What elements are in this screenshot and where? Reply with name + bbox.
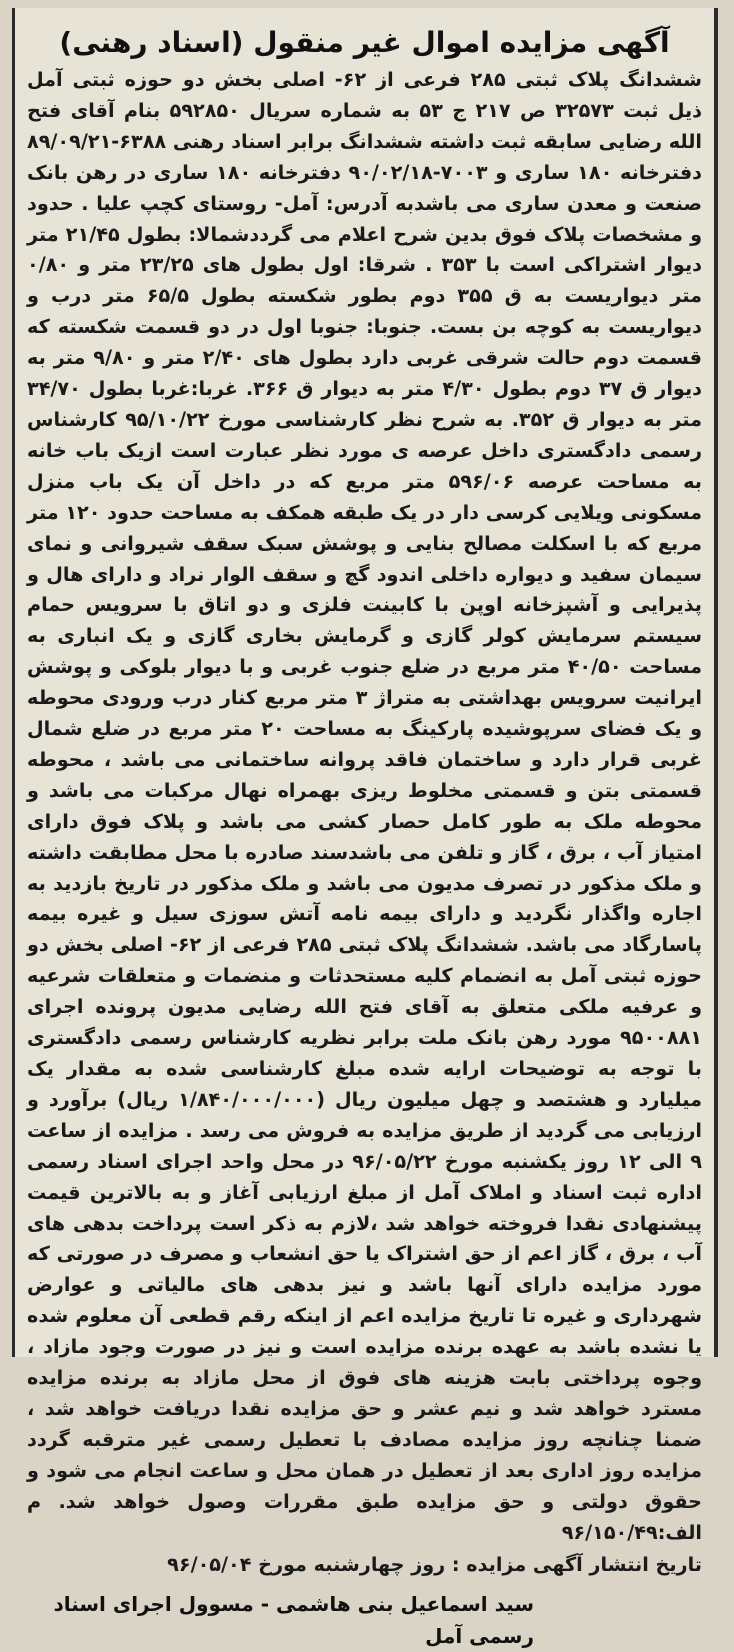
- notice-title: آگهی مزایده اموال غیر منقول (اسناد رهنی): [59, 26, 670, 59]
- signature-line: سید اسماعیل بنی هاشمی - مسوول اجرای اسناد رسمی آمل: [53, 1591, 534, 1648]
- notice-body: ششدانگ پلاک ثبتی ۲۸۵ فرعی از ۶۲- اصلی بخش دو حوزه ثبتی آمل ذیل ثبت ۳۲۵۷۳ ص ۲۱۷ ج ۵۳ به شماره سریال ۵۹۲۸۵۰ بنام آقای فتح الله رضایی سابقه ثبت داشته ششدانگ برابر اسناد رهنی ۶۳۸۸-۸۹/۰۹/۲۱ دفترخانه ۱۸۰ ساری و ۷۰۰۳-۹۰/۰۲/۱۸ دفترخانه ۱۸۰ ساری در رهن بانک صنعت و معدن ساری می باشدبه آدرس: آمل- روستای کچپ علیا . حدود و مشخصات پلاک فوق بدین شرح اعلام می گرددشمالا: بطول ۲۱/۴۵ متر دیوار اشتراکی است با ۳۵۳ . شرقا: اول بطول های ۲۳/۲۵ متر و ۰/۸۰ متر دیواریست به ق ۳۵۵ دوم بطور شکسته بطول ۶۵/۵ متر درب و دیواریست به کوچه بن بست. جنوبا: جنوبا اول در دو قسمت شکسته که قسمت دوم حالت شرقی غربی دارد بطول های ۲/۴۰ متر و ۹/۸۰ متر به دیوار ق ۳۷ دوم بطول ۴/۳۰ متر به دیوار ق ۳۶۶. غربا:غربا بطول ۳۴/۷۰ متر به دیوار ق ۳۵۲. به شرح نظر کارشناسی مورخ ۹۵/۱۰/۲۲ کارشناس رسمی دادگستری داخل عرصه ی مورد نظر عبارت است ازیک باب خانه به مساحت عرصه ۵۹۶/۰۶ متر مربع که در داخل آن یک باب منزل مسکونی ویلایی کرسی دار در یک طبقه همکف به مساحت حدود ۱۲۰ متر مربع که با اسکلت مصالح بنایی و پوشش سبک سقف شیروانی و نمای سیمان سفید و دیواره داخلی اندود گچ و سقف الوار نراد و دارای هال و پذیرایی و آشپزخانه اوپن با کابینت فلزی و دو اتاق با سرویس حمام سیستم سرمایش کولر گازی و گرمایش بخاری گازی و یک انباری به مساحت ۴۰/۵۰ متر مربع در ضلع جنوب غربی و با دیوار بلوکی و پوشش ایرانیت سرویس بهداشتی به متراژ ۳ متر مربع کنار درب ورودی محوطه و یک فضای سرپوشیده پارکینگ به مساحت ۲۰ متر مربع در ضلع شمال غربی قرار دارد و ساختمان فاقد پروانه ساختمانی می باشد ، محوطه قسمتی بتن و قسمتی مخلوط ریزی بهمراه نهال مرکبات می باشد و محوطه ملک به طور کامل حصار کشی می باشد و پلاک فوق دارای امتیاز آب ، برق ، گاز و تلفن می باشدسند صادره با محل مطابقت داشته و ملک مذکور در تصرف مدیون می باشد و ملک مذکور در تاریخ بازدید به اجاره واگذار نگردید و دارای بیمه نامه آتش سوزی سیل و غیره بیمه پاسارگاد می باشد. ششدانگ پلاک ثبتی ۲۸۵ فرعی از ۶۲- اصلی بخش دو حوزه ثبتی آمل به انضمام کلیه مستحدثات و منضمات و متعلقات شرعیه و عرفیه ملکی متعلق به آقای فتح الله رضایی مدیون پرونده اجرای ۹۵۰۰۸۸۱ مورد رهن بانک ملت برابر نظریه کارشناس رسمی دادگستری با توجه به توضیحات ارایه شده مبلغ کارشناسی شده به مقدار یک میلیارد و هشتصد و چهل میلیون ریال (۱/۸۴۰/۰۰۰/۰۰۰ ریال) برآورد و ارزیابی می گردید از طریق مزایده به فروش می رسد . مزایده از ساعت ۹ الی ۱۲ روز یکشنبه مورخ ۹۶/۰۵/۲۲ در محل واحد اجرای اسناد رسمی اداره ثبت اسناد و املاک آمل از مبلغ ارزیابی آغاز و به بالاترین قیمت پیشنهادی نقدا فروخته خواهد شد ،لازم به ذکر است پرداخت بدهی های آب ، برق ، گاز اعم از حق اشتراک یا حق انشعاب و مصرف در صورتی که مورد مزایده دارای آنها باشد و نیز بدهی های مالیاتی و عوارض شهرداری و غیره تا تاریخ مزایده اعم از اینکه رقم قطعی آن معلوم شده یا نشده باشد به عهده برنده مزایده است و نیز در صورت وجود مازاد ، وجوه پرداختی بابت هزینه های فوق از محل مازاد به برنده مزایده مسترد خواهد شد و نیم عشر و حق مزایده نقدا دریافت خواهد شد ، ضمنا چنانچه روز مزایده مصادف با تعطیل رسمی غیر مترقبه گردد مزایده روز اداری بعد از تعطیل در همان محل و ساعت انجام می شود و حقوق دولتی و حق مزایده طبق مقررات وصول خواهد شد. م الف:۹۶/۱۵۰/۴۹: [27, 68, 703, 1544]
- publish-date: تاریخ انتشار آگهی مزایده : روز چهارشنبه مورخ ۹۶/۰۵/۰۴: [167, 1552, 702, 1576]
- notice-paper: [12, 8, 718, 1648]
